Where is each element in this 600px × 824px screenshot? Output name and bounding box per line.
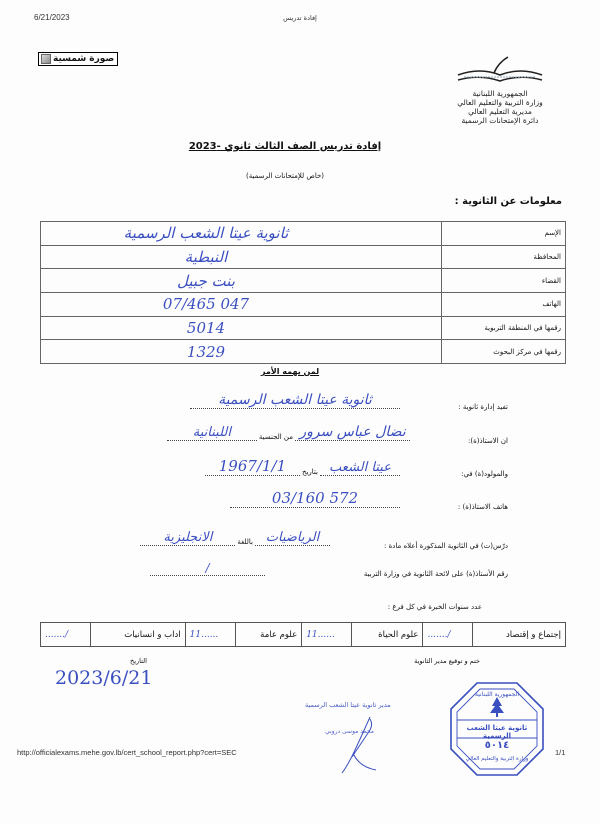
experience-years: 11...... <box>185 623 235 647</box>
school-info-label: الهاتف <box>442 293 566 317</box>
experience-years: ......./ <box>41 623 91 647</box>
stamp-number: ٥٠١٤ <box>484 740 510 751</box>
experience-label: عدد سنوات الخبرة في كل فرع : <box>387 603 482 611</box>
print-page-title: إفادة تدريس <box>283 14 317 22</box>
school-info-label: القضاء <box>442 269 566 293</box>
teacher-phone-label: هاتف الاستاذ(ة) : <box>457 503 508 511</box>
nationality-value: اللبنانية <box>167 425 257 441</box>
teacher-number-label: رقم الأستاذ(ة) على لائحة الثانوية في وزارة التربية <box>363 570 508 578</box>
ministry-line: مديرية التعليم العالي <box>468 107 532 116</box>
subject-value: الرياضيات <box>255 530 330 546</box>
taught-label: درّس(ت) في الثانوية المذكورة أعلاه مادة : <box>383 542 508 550</box>
ministry-line: دائرة الإمتحانات الرسمية <box>461 116 539 125</box>
school-info-row <box>41 316 566 340</box>
school-info-row <box>41 340 566 364</box>
teacher-row <box>160 424 410 441</box>
nationality-label: من الجنسية <box>258 433 293 441</box>
school-info-label: رقمها في المنطقة التربوية <box>442 316 566 340</box>
school-info-table <box>40 221 566 364</box>
experience-years: ......./ <box>423 623 473 647</box>
school-info-row <box>41 222 566 246</box>
date-label: التاريخ <box>130 657 147 665</box>
experience-branch: علوم الحياة <box>352 623 423 647</box>
stamp-bottom-text: وزارة التربية والتعليم العالي <box>465 756 529 762</box>
school-section-heading: معلومات عن الثانوية : <box>454 196 562 207</box>
birth-date-value: 1967/1/1 <box>205 457 300 476</box>
school-info-label: المحافظة <box>442 245 566 269</box>
experience-branch: اداب و انسانيات <box>91 623 186 647</box>
director-title: مدير ثانوية عيتا الشعب الرسمية <box>305 701 391 709</box>
image-icon <box>41 54 51 64</box>
school-info-value: 5014 <box>41 316 442 340</box>
school-info-label: رقمها في مركز البحوث <box>442 340 566 364</box>
school-info-row <box>41 245 566 269</box>
print-url[interactable]: http://officialexams.mehe.gov.lb/cert_school_report.php?cert=SEC <box>17 748 237 757</box>
ministry-line: الجمهورية اللبنانية <box>472 89 528 98</box>
director-name: محمد موسى دروبي <box>325 728 374 735</box>
language-label: باللغة <box>237 538 253 546</box>
stamp-school-text: ثانوية عيتا الشعب الرسمية <box>466 724 528 740</box>
language-value: الانجليزية <box>140 530 235 546</box>
print-date: 6/21/2023 <box>34 13 70 22</box>
cedar-stamp-icon <box>490 697 504 717</box>
school-admin-value: ثانوية عيتا الشعب الرسمية <box>190 392 400 409</box>
document-subtitle: (خاص للإمتحانات الرسمية) <box>245 172 325 180</box>
page-number: 1/1 <box>555 748 566 757</box>
born-label: والمولود(ة) في: <box>461 470 508 478</box>
experience-branch: إجتماع و إقتصاد <box>473 623 566 647</box>
school-admin-label: تفيد إدارة ثانوية : <box>458 403 508 411</box>
birth-row <box>190 457 400 476</box>
school-info-label: الإسم <box>442 222 566 246</box>
photo-label: صورة شمسية <box>53 54 115 64</box>
to-whom-heading: لمن يهمه الأمر <box>260 367 320 376</box>
document-title: إفادة تدريس الصف الثالث ثانوي -2023 <box>188 141 382 152</box>
subject-row <box>125 530 330 546</box>
school-stamp <box>448 680 546 778</box>
ministry-line: وزارة التربية والتعليم العالي <box>457 98 543 107</box>
school-info-row <box>41 293 566 317</box>
teacher-phone-value: 03/160 572 <box>230 489 400 508</box>
school-info-value: بنت جبيل <box>41 269 442 293</box>
date-value: 2023/6/21 <box>55 667 153 689</box>
birth-date-label: بتاريخ <box>301 468 318 476</box>
teacher-label: ان الاستاذ(ة): <box>468 437 508 445</box>
school-info-value: 1329 <box>41 340 442 364</box>
experience-table <box>40 622 566 647</box>
photo-button[interactable] <box>38 52 118 66</box>
school-info-value: ثانوية عيتا الشعب الرسمية <box>41 222 442 246</box>
experience-years: 11...... <box>302 623 352 647</box>
school-info-value: النبطية <box>41 245 442 269</box>
teacher-number-value: / <box>150 561 265 576</box>
stamp-top-text: الجمهورية اللبنانية <box>474 691 520 698</box>
signature-label: ختم و توقيع مدير الثانوية <box>414 657 480 665</box>
teacher-name-value: نضال عباس سرور <box>295 424 410 441</box>
birth-place-value: عيتا الشعب <box>320 460 400 476</box>
experience-branch: علوم عامة <box>235 623 302 647</box>
school-info-value: 07/465 047 <box>41 293 442 317</box>
signature-scribble <box>340 715 380 775</box>
school-info-row <box>41 269 566 293</box>
open-book-quill-icon <box>450 55 550 85</box>
ministry-logo <box>448 55 552 125</box>
